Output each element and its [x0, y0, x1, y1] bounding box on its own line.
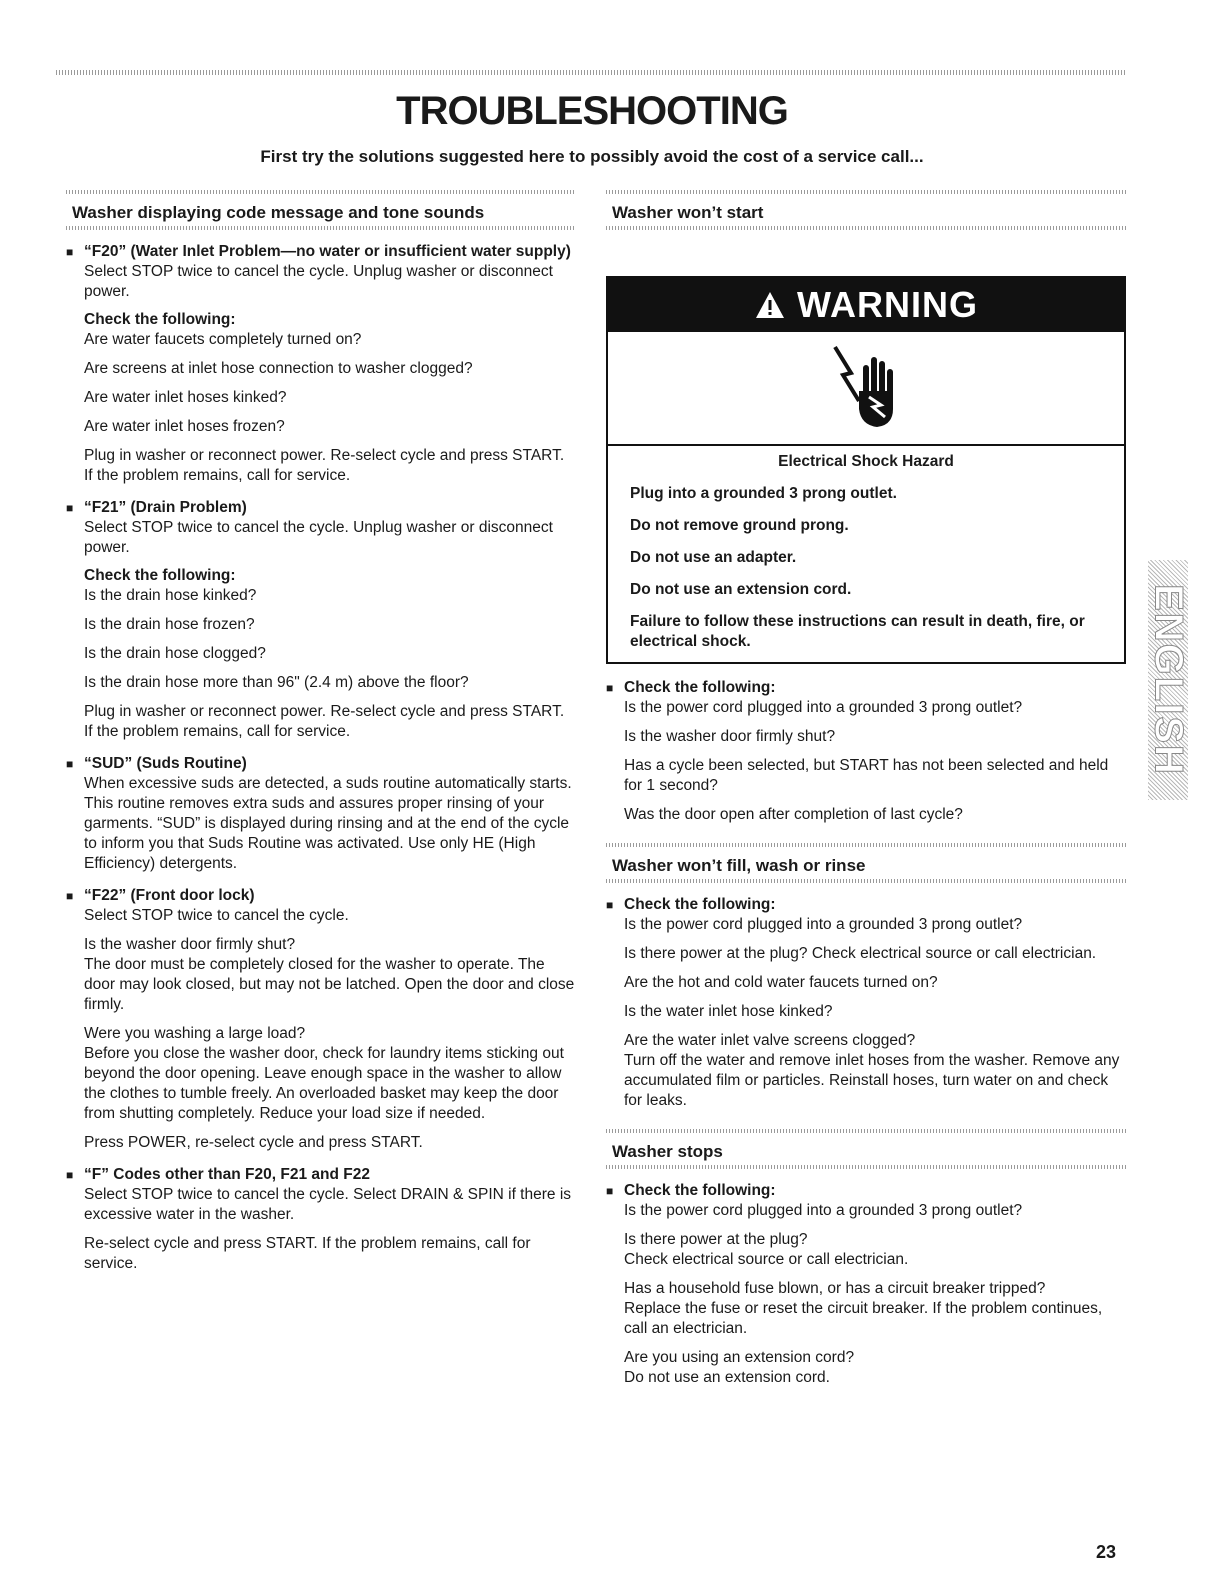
f20-title: “F20” (Water Inlet Problem—no water or insufficient water supply): [84, 243, 571, 260]
f22-text: Select STOP twice to cancel the cycle.: [84, 907, 349, 924]
stops-q3: Has a household fuse blown, or has a circuit breaker tripped?: [624, 1280, 1046, 1297]
f20-q4: Are water inlet hoses frozen?: [84, 418, 285, 435]
warning-triangle-icon: [754, 284, 797, 325]
page-number: 23: [1096, 1542, 1117, 1562]
f20-item: [66, 242, 576, 486]
wont-start-q4: Was the door open after completion of last cycle?: [624, 806, 963, 823]
stops-check-label: Check the following:: [624, 1182, 776, 1199]
f22-final: Press POWER, re-select cycle and press START.: [84, 1134, 423, 1151]
section-heading-washer-stops: Washer stops: [606, 1127, 1126, 1169]
left-column: [66, 188, 576, 1274]
warning-label: WARNING: [797, 284, 978, 325]
electric-shock-hand-icon: [831, 343, 901, 433]
sud-item: [66, 754, 576, 874]
warning-line-3: Do not use an adapter.: [630, 549, 797, 566]
wont-start-check-item: [606, 678, 1126, 825]
square-bullet-icon: ■: [66, 501, 74, 515]
f21-final: Plug in washer or reconnect power. Re-select cycle and press START. If the problem remains, call for service.: [84, 703, 565, 740]
stops-q2: Is there power at the plug?: [624, 1231, 808, 1248]
stops-q1: Is the power cord plugged into a grounded 3 prong outlet?: [624, 1202, 1023, 1219]
f22-title: “F22” (Front door lock): [84, 887, 255, 904]
wont-start-q3: Has a cycle been selected, but START has not been selected and held for 1 second?: [624, 757, 1109, 794]
square-bullet-icon: ■: [66, 245, 74, 259]
f21-q2: Is the drain hose frozen?: [84, 616, 255, 633]
f22-q2: Were you washing a large load?: [84, 1025, 306, 1042]
section-heading-wont-start: Washer won’t start: [606, 188, 1126, 230]
stops-q4: Are you using an extension cord?: [624, 1349, 855, 1366]
warning-line-1: Plug into a grounded 3 prong outlet.: [630, 485, 897, 502]
section-heading-wont-fill: Washer won’t fill, wash or rinse: [606, 841, 1126, 883]
sud-title: “SUD” (Suds Routine): [84, 755, 247, 772]
square-bullet-icon: ■: [66, 889, 74, 903]
fcodes-text: Select STOP twice to cancel the cycle. Select DRAIN & SPIN if there is excessive water in the washer.: [84, 1186, 572, 1223]
wont-start-check-label: Check the following:: [624, 679, 776, 696]
f20-final: Plug in washer or reconnect power. Re-select cycle and press START. If the problem remains, call for service.: [84, 447, 565, 484]
f22-a2: Before you close the washer door, check for laundry items sticking out beyond the door opening. Leave enough space in the washer to allow the clothes to tumble freely. An overloaded basket may keep the door from shutting completely. Reduce your load size if needed.: [84, 1045, 564, 1122]
f22-a1: The door must be completely closed for the washer to operate. The door may look closed, but may not be latched. Open the door and close firmly.: [84, 956, 575, 1013]
page-title: TROUBLESHOOTING: [396, 89, 788, 133]
square-bullet-icon: ■: [606, 898, 614, 912]
warning-header: [608, 278, 1124, 332]
warning-line-5: Failure to follow these instructions can result in death, fire, or electrical shock.: [630, 613, 1085, 650]
wont-fill-a5: Turn off the water and remove inlet hoses from the washer. Remove any accumulated film or particles. Reinstall hoses, turn water on and check for leaks.: [624, 1052, 1120, 1109]
f20-q2: Are screens at inlet hose connection to washer clogged?: [84, 360, 473, 377]
f21-check-label: Check the following:: [84, 567, 236, 584]
warning-line-4: Do not use an extension cord.: [630, 581, 852, 598]
stops-a2: Check electrical source or call electrician.: [624, 1251, 909, 1268]
f20-q1: Are water faucets completely turned on?: [84, 331, 362, 348]
wont-fill-check-item: [606, 895, 1126, 1111]
page-subtitle: First try the solutions suggested here to possibly avoid the cost of a service call...: [260, 147, 924, 166]
wont-fill-q1: Is the power cord plugged into a grounded 3 prong outlet?: [624, 916, 1023, 933]
wont-start-q2: Is the washer door firmly shut?: [624, 728, 836, 745]
section-heading-code-message: Washer displaying code message and tone sounds: [66, 188, 576, 230]
square-bullet-icon: ■: [606, 681, 614, 695]
wont-fill-check-label: Check the following:: [624, 896, 776, 913]
wont-start-q1: Is the power cord plugged into a grounded 3 prong outlet?: [624, 699, 1023, 716]
square-bullet-icon: ■: [66, 757, 74, 771]
language-side-label: ENGLISH: [1146, 584, 1191, 776]
hazard-title: Electrical Shock Hazard: [778, 453, 954, 470]
sud-text: When excessive suds are detected, a suds routine automatically starts. This routine removes extra suds and assures proper rinsing of your garments. “SUD” is displayed during rinsing and at the end of the cycle to inform you that Suds Routine was activated. Use only HE (High Efficiency) detergents.: [84, 775, 572, 872]
fcodes-title: “F” Codes other than F20, F21 and F22: [84, 1166, 370, 1183]
stops-a4: Do not use an extension cord.: [624, 1369, 830, 1386]
f21-q1: Is the drain hose kinked?: [84, 587, 257, 604]
warning-box: [606, 276, 1126, 664]
warning-line-2: Do not remove ground prong.: [630, 517, 849, 534]
fcodes-item: [66, 1165, 576, 1274]
f21-q3: Is the drain hose clogged?: [84, 645, 266, 662]
f20-text: Select STOP twice to cancel the cycle. Unplug washer or disconnect power.: [84, 263, 553, 300]
stops-check-item: [606, 1181, 1126, 1388]
f21-title: “F21” (Drain Problem): [84, 499, 247, 516]
f21-text: Select STOP twice to cancel the cycle. Unplug washer or disconnect power.: [84, 519, 553, 556]
stops-a3: Replace the fuse or reset the circuit breaker. If the problem continues, call an electrician.: [624, 1300, 1103, 1337]
wont-fill-q5: Are the water inlet valve screens clogged?: [624, 1032, 916, 1049]
wont-fill-q4: Is the water inlet hose kinked?: [624, 1003, 833, 1020]
f22-item: [66, 886, 576, 1153]
f21-q4: Is the drain hose more than 96" (2.4 m) above the floor?: [84, 674, 469, 691]
f21-item: [66, 498, 576, 742]
f20-check-label: Check the following:: [84, 311, 236, 328]
top-divider: [56, 70, 1126, 75]
fcodes-final: Re-select cycle and press START. If the problem remains, call for service.: [84, 1235, 531, 1272]
right-column: [606, 188, 1126, 1388]
wont-fill-q2: Is there power at the plug? Check electrical source or call electrician.: [624, 945, 1097, 962]
f20-q3: Are water inlet hoses kinked?: [84, 389, 287, 406]
square-bullet-icon: ■: [606, 1184, 614, 1198]
f22-q1: Is the washer door firmly shut?: [84, 936, 296, 953]
wont-fill-q3: Are the hot and cold water faucets turned on?: [624, 974, 938, 991]
square-bullet-icon: ■: [66, 1168, 74, 1182]
